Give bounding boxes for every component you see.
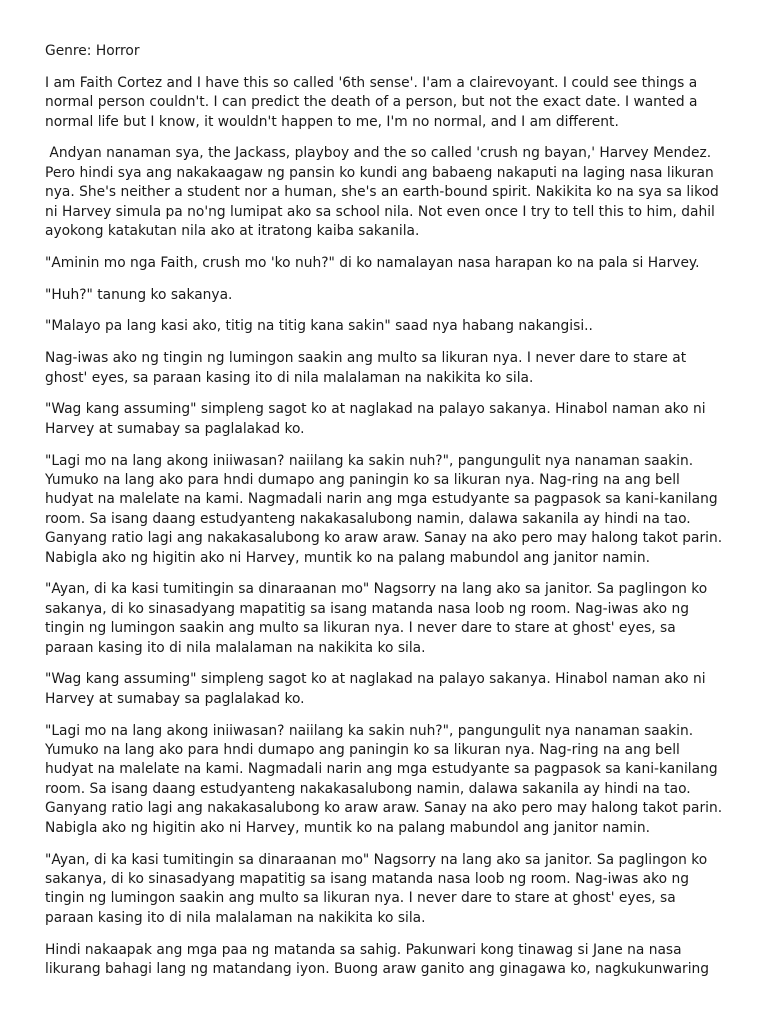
paragraph: "Ayan, di ka kasi tumitingin sa dinaraanan mo" Nagsorry na lang ako sa janitor. Sa paglingon ko sakanya, di ko sinasadyang mapatitig sa isang matanda nasa loob ng room. Nag-iwas ako ng tingin ng lumingon saakin ang multo sa likuran nya. I never dare to stare at ghost' eyes, sa paraan kasing ito di nila malalaman na nakikita ko sila. [45, 581, 708, 656]
document-body [45, 42, 735, 992]
paragraph: "Wag kang assuming" simpleng sagot ko at naglakad na palayo sakanya. Hinabol naman ako ni Harvey at sumabay sa paglalakad ko. [45, 401, 706, 437]
paragraph: Nag-iwas ako ng tingin ng lumingon saakin ang multo sa likuran nya. I never dare to stare at ghost' eyes, sa paraan kasing ito di nila malalaman na nakikita ko sila. [45, 350, 687, 386]
paragraph: "Aminin mo nga Faith, crush mo 'ko nuh?" di ko namalayan nasa harapan ko na pala si Harvey. [45, 254, 700, 271]
paragraph: "Lagi mo na lang akong iniiwasan? naiilang ka sakin nuh?", pangungulit nya nanaman saakin. Yumuko na lang ako para hndi dumapo ang paningin ko sa likuran nya. Nag-ring na ang bell hudyat na malelate na kami. Nagmadali narin ang mga estudyante sa pagpasok sa kani-kanilang room. Sa isang daang estudyanteng nakakasalubong namin, dalawa sakanila ay hindi na tao. Ganyang ratio lagi ang nakakasalubong ko araw araw. Sanay na ako pero may halong takot parin. Nabigla ako ng higitin ako ni Harvey, muntik ko na palang mabundol ang janitor namin. [45, 722, 723, 836]
paragraph: I am Faith Cortez and I have this so called '6th sense'. I'am a clairevoyant. I could see things a normal person couldn't. I can predict the death of a person, but not the exact date. I wanted a normal life but I know, it wouldn't happen to me, I'm no normal, and I am different. [45, 74, 698, 130]
paragraph: "Huh?" tanung ko sakanya. [45, 286, 233, 303]
genre-line: Genre: Horror [45, 43, 140, 59]
paragraph: Hindi nakaapak ang mga paa ng matanda sa sahig. Pakunwari kong tinawag si Jane na nasa likurang bahagi lang ng matandang iyon. Buong araw ganito ang ginagawa ko, nagkukunwaring [45, 941, 710, 977]
paragraph: Andyan nanaman sya, the Jackass, playboy and the so called 'crush ng bayan,' Harvey Mendez. Pero hindi sya ang nakakaagaw ng pansin ko kundi ang babaeng nakaputi na laging nasa likuran nya. She's neither a student nor a human, she's an earth-bound spirit. Nakikita ko na sya sa likod ni Harvey simula pa no'ng lumipat ako sa school nila. Not even once I try to tell this to him, dahil ayokong katakutan nila ako at itratong kaiba sakanila. [45, 145, 719, 240]
paragraph: "Wag kang assuming" simpleng sagot ko at naglakad na palayo sakanya. Hinabol naman ako ni Harvey at sumabay sa paglalakad ko. [45, 671, 706, 707]
paragraph: "Lagi mo na lang akong iniiwasan? naiilang ka sakin nuh?", pangungulit nya nanaman saakin. Yumuko na lang ako para hndi dumapo ang paningin ko sa likuran nya. Nag-ring na ang bell hudyat na malelate na kami. Nagmadali narin ang mga estudyante sa pagpasok sa kani-kanilang room. Sa isang daang estudyanteng nakakasalubong namin, dalawa sakanila ay hindi na tao. Ganyang ratio lagi ang nakakasalubong ko araw araw. Sanay na ako pero may halong takot parin. Nabigla ako ng higitin ako ni Harvey, muntik ko na palang mabundol ang janitor namin. [45, 452, 723, 566]
paragraph: "Malayo pa lang kasi ako, titig na titig kana sakin" saad nya habang nakangisi.. [45, 318, 593, 335]
paragraph: "Ayan, di ka kasi tumitingin sa dinaraanan mo" Nagsorry na lang ako sa janitor. Sa paglingon ko sakanya, di ko sinasadyang mapatitig sa isang matanda nasa loob ng room. Nag-iwas ako ng tingin ng lumingon saakin ang multo sa likuran nya. I never dare to stare at ghost' eyes, sa paraan kasing ito di nila malalaman na nakikita ko sila. [45, 851, 708, 926]
